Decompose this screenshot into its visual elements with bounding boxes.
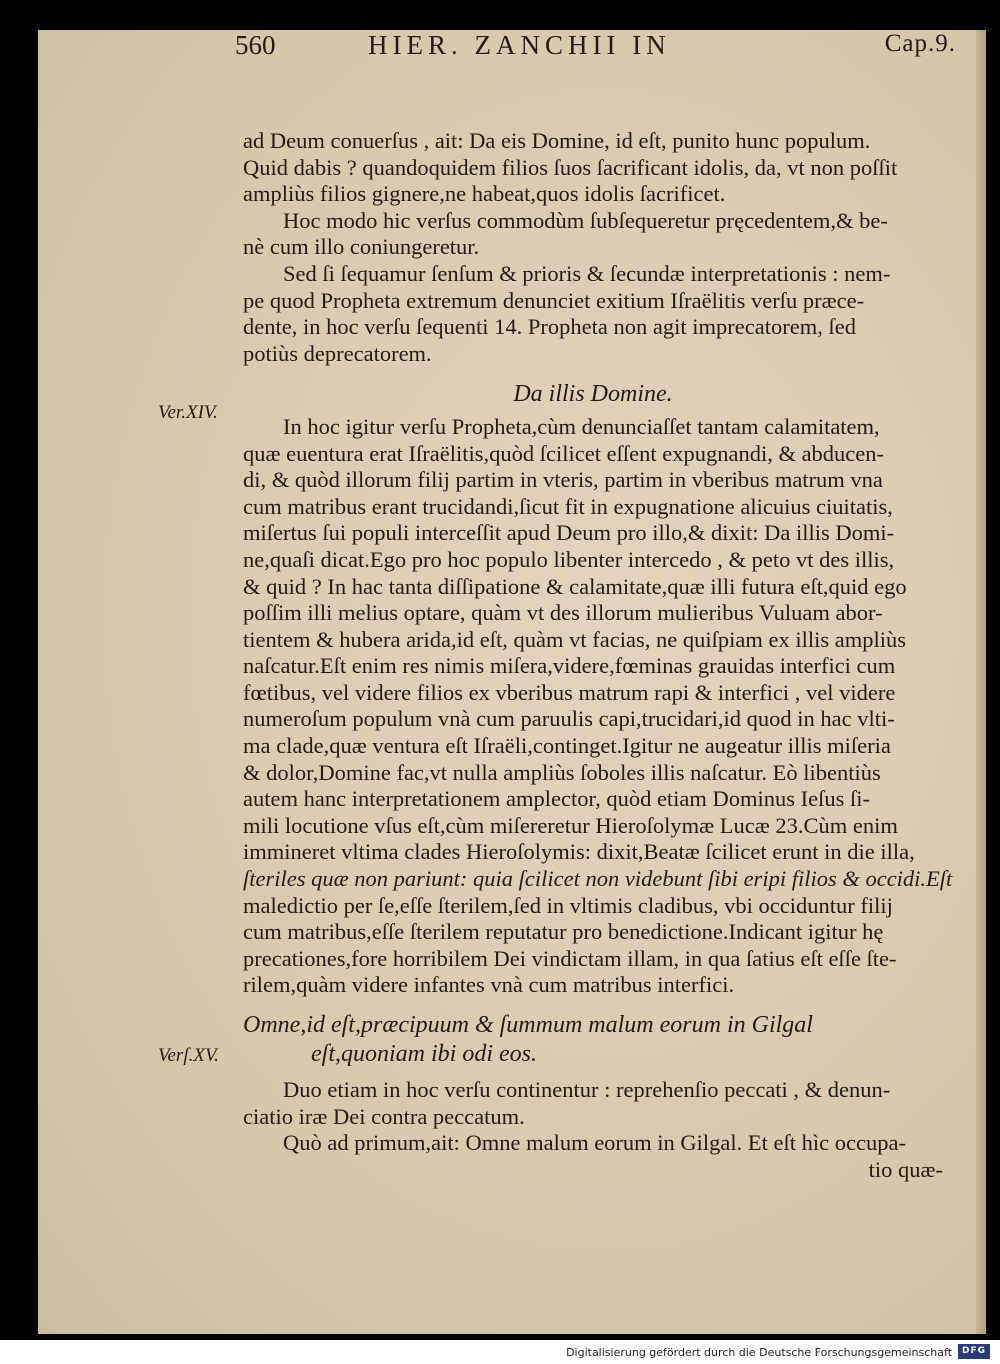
margin-note-verse-14: Ver.XIV. bbox=[158, 402, 218, 423]
text-line: Omne,id eſt,præcipuum & ſummum malum eorum in Gilgal bbox=[243, 1012, 813, 1038]
text-line: potiùs deprecatorem. bbox=[243, 340, 432, 366]
book-page bbox=[38, 30, 986, 1334]
text-line: quæ euentura erat Iſraëlitis,quòd ſcilicet eſſent expugnandi, & abducen- bbox=[243, 440, 885, 466]
body-text bbox=[243, 128, 953, 1183]
page-edge bbox=[976, 30, 986, 1334]
text-line: dente, in hoc verſu ſequenti 14. Propheta non agit imprecatorem, ſed bbox=[243, 314, 856, 340]
running-title: HIER. ZANCHII IN bbox=[368, 30, 671, 60]
text-line: cum matribus,eſſe ſterilem reputatur pro benedictione.Indicant igitur hę bbox=[243, 919, 884, 945]
text-line: ad Deum conuerſus , ait: Da eis Domine, id eſt, punito hunc populum. bbox=[243, 128, 871, 153]
text-line: ampliùs filios gignere,ne habeat,quos idolis ſacrificet. bbox=[243, 181, 726, 207]
text-line: pe quod Propheta extremum denunciet exitium Iſraëlitis verſu præce- bbox=[243, 287, 865, 313]
paragraph-2 bbox=[243, 208, 943, 261]
text-line: ciatio iræ Dei contra peccatum. bbox=[243, 1103, 525, 1129]
page-number: 560 bbox=[235, 30, 276, 60]
text-line: mili locutione vſus eſt,cùm miſereretur Hieroſolymæ Lucæ 23.Cùm enim bbox=[243, 812, 898, 838]
digitization-footer bbox=[0, 1340, 1000, 1364]
running-header bbox=[38, 30, 986, 70]
text-line: Quò ad primum,ait: Omne malum eorum in Gilgal. Et eſt hìc occupa- bbox=[283, 1130, 906, 1156]
dfg-logo-icon: DFG bbox=[958, 1344, 990, 1359]
text-line: In hoc igitur verſu Propheta,cùm denunciaſſet tantam calamitatem, bbox=[283, 413, 880, 439]
text-line: ma clade,quæ ventura eſt Iſraëli,continget.Igitur ne augeatur illis miſeria bbox=[243, 733, 891, 759]
paragraph-3 bbox=[243, 261, 943, 367]
text-line: nè cum illo coniungeretur. bbox=[243, 234, 480, 260]
paragraph-4 bbox=[243, 413, 953, 999]
text-line: ſteriles quæ non pariunt: quia ſcilicet non videbunt ſibi eripi filios & occidi.Eſt bbox=[243, 866, 953, 892]
text-line: & dolor,Domine fac,vt nulla ampliùs ſoboles illis naſcatur. Eò libentiùs bbox=[243, 759, 881, 785]
margin-note-verse-15: Verſ.XV. bbox=[158, 1045, 219, 1066]
catchword: tio quæ- bbox=[868, 1156, 943, 1182]
text-line: di, & quòd illorum filij partim in vteris, partim in vberibus matrum vna bbox=[243, 467, 883, 493]
text-line: autem hanc interpretationem amplector, quòd etiam Dominus Ieſus ſi- bbox=[243, 786, 871, 812]
funding-notice: Digitalisierung gefördert durch die Deutsche Forschungsgemeinschaft bbox=[566, 1346, 952, 1359]
text-line: rilem,quàm videre infantes vnà cum matribus interfici. bbox=[243, 972, 735, 998]
text-line: maledictio per ſe,eſſe ſterilem,ſed in vltimis cladibus, vbi occiduntur filij bbox=[243, 892, 893, 918]
chapter-label: Cap.9. bbox=[884, 30, 956, 57]
text-line: Hoc modo hic verſus commodùm ſubſequeretur pręcedentem,& be- bbox=[283, 207, 888, 233]
text-line: poſſim illi melius optare, quàm vt des illorum mulieribus Vuluam abor- bbox=[243, 600, 883, 626]
text-line: immineret vltima clades Hieroſolymis: dixit,Beatæ ſcilicet erunt in die illa, bbox=[243, 839, 915, 865]
text-line: eſt,quoniam ibi odi eos. bbox=[311, 1041, 537, 1067]
verse-15-lemma bbox=[243, 1011, 943, 1069]
paragraph-5 bbox=[243, 1077, 943, 1130]
text-line: naſcatur.Eſt enim res nimis miſera,videre,fœminas grauidas interfici cum bbox=[243, 653, 896, 679]
text-line: fœtibus, vel videre filios ex vberibus matrum rapi & interfici , vel videre bbox=[243, 679, 896, 705]
text-line: Sed ſi ſequamur ſenſum & prioris & ſecundæ interpretationis : nem- bbox=[283, 260, 891, 286]
text-line: cum matribus erant trucidandi,ſicut fit in expugnatione alicuius ciuitatis, bbox=[243, 493, 893, 519]
text-line: & quid ? In hac tanta diſſipatione & calamitate,quæ illi futura eſt,quid ego bbox=[243, 573, 907, 599]
text-line: Quid dabis ? quandoquidem filios ſuos ſacrificant idolis, da, vt non poſſit bbox=[243, 154, 898, 180]
text-line: precationes,fore horribilem Dei vindictam illam, in qua ſatius eſt eſſe ſte- bbox=[243, 945, 897, 971]
text-line: ne,quaſi dicat.Ego pro hoc populo libenter intercedo , & peto vt des illis, bbox=[243, 546, 895, 572]
text-line: Duo etiam in hoc verſu continentur : reprehenſio peccati , & denun- bbox=[283, 1077, 891, 1102]
paragraph-6 bbox=[243, 1130, 943, 1183]
text-line: numeroſum populum vnà cum paruulis capi,trucidari,id quod in hac vlti- bbox=[243, 706, 895, 732]
text-line: tientem & hubera arida,id eſt, quàm vt facias, ne quiſpiam ex illis ampliùs bbox=[243, 626, 906, 652]
verse-14-heading: Da illis Domine. bbox=[513, 381, 673, 408]
paragraph-1 bbox=[243, 128, 943, 208]
text-line: miſertus ſui populi interceſſit apud Deum pro illo,& dixit: Da illis Domi- bbox=[243, 520, 895, 546]
